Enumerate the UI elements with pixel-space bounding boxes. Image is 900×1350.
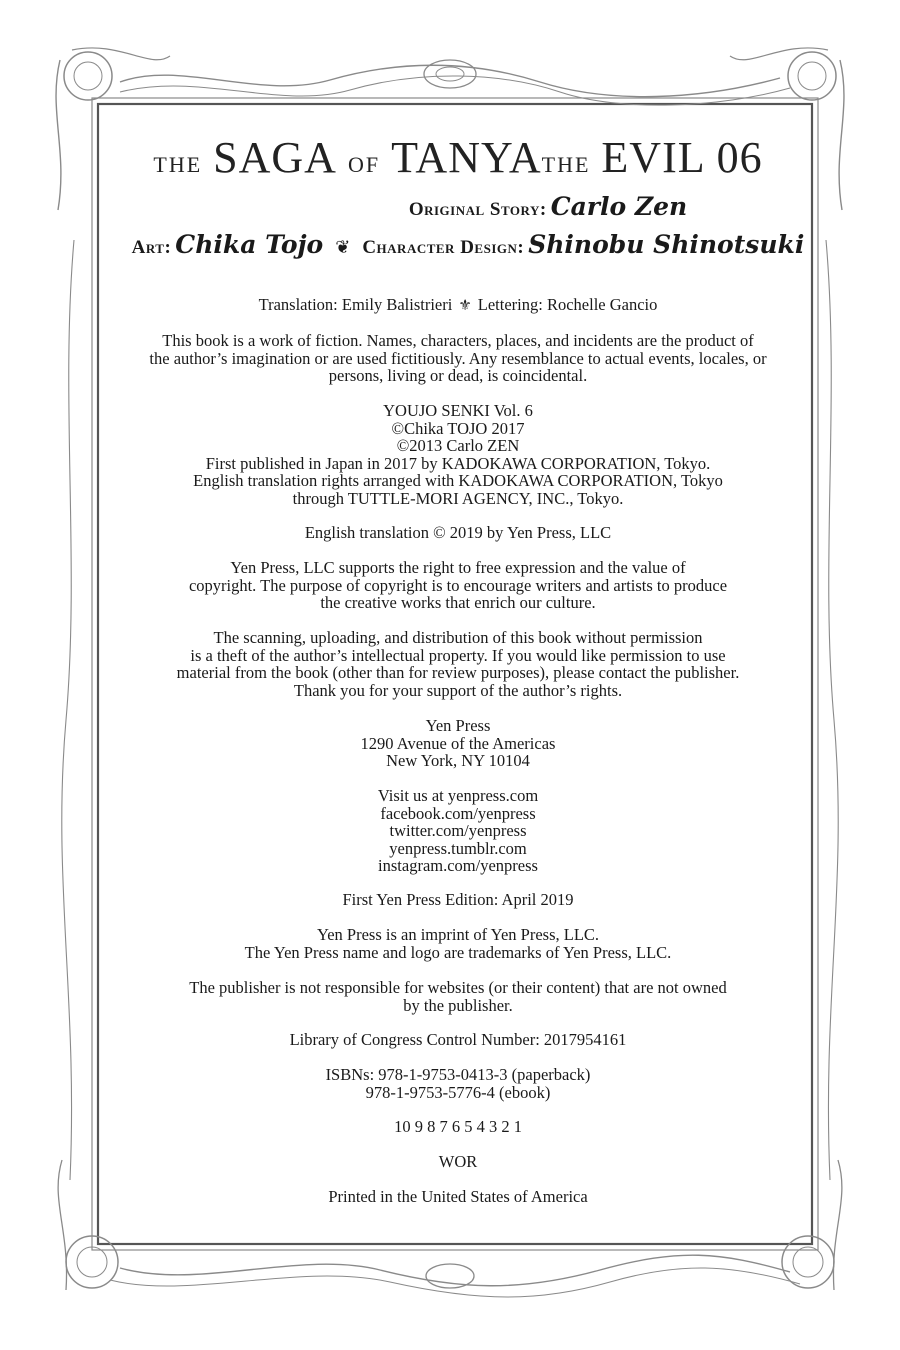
title-word-saga: SAGA [213,133,337,182]
english-translation-notice: English translation © 2019 by Yen Press, LLC [304,523,612,542]
loc-number: Library of Congress Control Number: 2017954161 [289,1030,627,1049]
text-line: The scanning, uploading, and distribution of this book without permission [213,628,703,647]
text-line: This book is a work of fiction. Names, characters, places, and incidents are the product of [162,331,754,350]
art-label: Art: [131,237,172,258]
text-line: the author’s imagination or are used fictitiously. Any resemblance to actual events, locales, or [149,348,767,368]
text-line: 978-1-9753-5776-4 (ebook) [365,1082,551,1102]
copyright-block [100,402,816,508]
page-title [100,132,816,183]
printing-line: 10 9 8 7 6 5 4 3 2 1 [394,1117,522,1136]
translation-credit: Translation: Emily Balistrieri [258,295,453,314]
text-line: twitter.com/yenpress [389,821,527,841]
text-line: yenpress.tumblr.com [389,838,527,858]
text-line: 1290 Avenue of the Americas [360,733,556,753]
character-design-name: Shinobu Shinotsuki [528,230,805,259]
text-line: ©Chika TOJO 2017 [391,418,525,438]
imprint-notice [100,926,816,961]
art-credit [110,230,826,259]
title-word-tanya: TANYA [391,133,542,182]
art-name: Chika Tojo [175,230,324,259]
text-line: through TUTTLE-MORI AGENCY, INC., Tokyo. [292,488,624,508]
text-line: English translation rights arranged with KADOKAWA CORPORATION, Tokyo [193,471,723,491]
isbn-block [100,1066,816,1101]
text-line: by the publisher. [403,995,513,1015]
scanning-notice [100,629,816,699]
text-line: copyright. The purpose of copyright is to encourage writers and artists to produce [188,575,728,595]
original-story-credit [190,192,900,221]
fleur-icon: ⚜ [458,298,472,314]
free-expression-notice [100,559,816,612]
text-line: is a theft of the author’s intellectual property. If you would like permission to use [190,645,726,665]
fiction-notice [100,332,816,385]
edition-notice: First Yen Press Edition: April 2019 [342,890,574,909]
printer-code: WOR [438,1152,478,1171]
text-line: First published in Japan in 2017 by KADOKAWA CORPORATION, Tokyo. [205,453,711,473]
text-line: material from the book (other than for review purposes), please contact the publisher. [176,663,740,683]
title-word-of: OF [347,152,381,177]
text-line: Visit us at yenpress.com [377,786,539,805]
title-volume-number: 06 [716,133,763,182]
text-line: Yen Press [425,716,491,735]
text-line: facebook.com/yenpress [380,803,536,823]
text-line: Thank you for your support of the author’s rights. [293,680,623,700]
text-line: The Yen Press name and logo are trademarks of Yen Press, LLC. [244,942,672,962]
websites-disclaimer [100,979,816,1014]
fleuron-icon: ❦ [335,237,351,257]
text-line: instagram.com/yenpress [378,856,538,876]
text-line: New York, NY 10104 [386,751,530,771]
text-line: persons, living or dead, is coincidental. [328,366,588,386]
original-story-label: Original Story: [408,199,547,220]
text-line: The publisher is not responsible for websites (or their content) that are not owned [189,978,727,997]
text-line: YOUJO SENKI Vol. 6 [383,401,533,420]
title-word-evil: EVIL [601,133,706,182]
title-word-the-2: THE [541,152,591,177]
lettering-credit: Lettering: Rochelle Gancio [477,295,658,314]
web-links [100,787,816,875]
character-design-label: Character Design: [362,237,525,258]
publisher-address [100,717,816,770]
printed-in: Printed in the United States of America [328,1187,588,1206]
text-line: Yen Press is an imprint of Yen Press, LLC. [316,925,600,944]
staff-credits [100,296,816,316]
title-word-the: THE [153,152,203,177]
text-line: the creative works that enrich our culture. [320,593,596,613]
original-story-name: Carlo Zen [550,192,688,221]
text-line: Yen Press, LLC supports the right to free expression and the value of [230,558,686,577]
text-line: ISBNs: 978-1-9753-0413-3 (paperback) [325,1065,591,1084]
text-line: ©2013 Carlo ZEN [396,436,520,456]
